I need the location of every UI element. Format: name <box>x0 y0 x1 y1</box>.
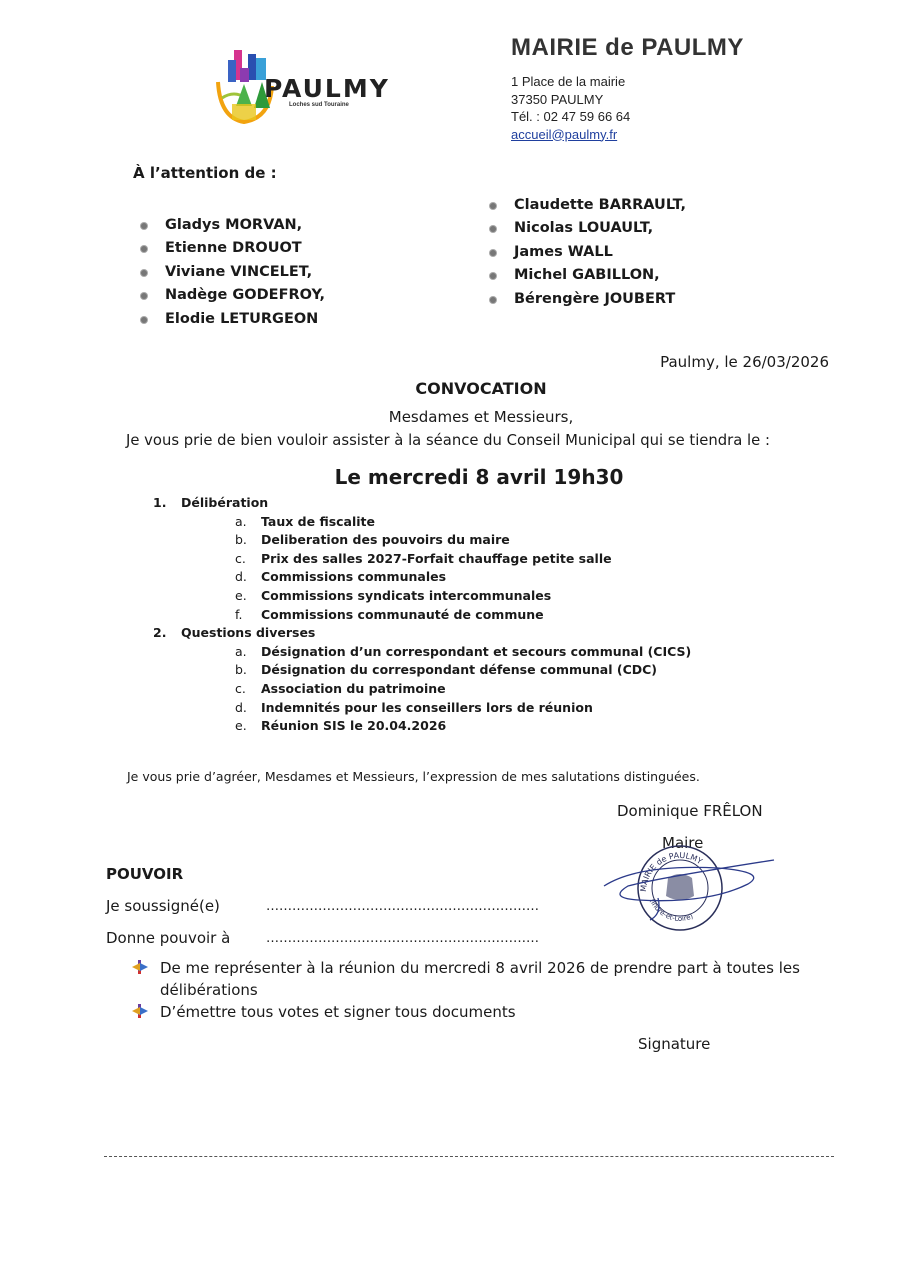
pouvoir-line1-field[interactable]: ……………………………………………………… <box>266 899 539 914</box>
agenda-number: 2. <box>153 625 167 641</box>
mayor-stamp <box>598 834 778 934</box>
agenda-item <box>153 680 753 699</box>
recipient: Viviane VINCELET, <box>137 264 325 287</box>
agenda-item <box>153 699 753 718</box>
arrow-bullet-icon <box>132 959 148 975</box>
mairie-title: MAIRIE de PAULMY <box>511 34 744 61</box>
attention-label: À l’attention de : <box>133 164 277 182</box>
recipients-right <box>486 197 686 314</box>
agenda-item-text: Association du patrimoine <box>261 680 446 696</box>
agenda-section <box>153 624 753 643</box>
recipient: Bérengère JOUBERT <box>486 291 686 314</box>
recipient: Gladys MORVAN, <box>137 217 325 240</box>
agenda-letter: d. <box>235 569 247 585</box>
recipient: James WALL <box>486 244 686 267</box>
recipient: Nicolas LOUAULT, <box>486 220 686 243</box>
agenda-item <box>153 531 753 550</box>
agenda-item-text: Prix des salles 2027-Forfait chauffage petite salle <box>261 550 612 566</box>
agenda-letter: e. <box>235 718 247 734</box>
pouvoir-item-text: De me représenter à la réunion du mercredi 8 avril 2026 de prendre part à toutes les délibérations <box>160 959 800 999</box>
agenda-item <box>153 606 753 625</box>
agenda-letter: a. <box>235 643 247 659</box>
pouvoir-item-text: D’émettre tous votes et signer tous documents <box>160 1003 516 1021</box>
agenda-item-text: Désignation d’un correspondant et secours communal (CICS) <box>261 643 692 659</box>
agenda-section-title: Questions diverses <box>181 625 316 641</box>
agenda-letter: e. <box>235 587 247 603</box>
signatory-name: Dominique FRÊLON <box>617 802 763 820</box>
logo <box>214 46 404 128</box>
agenda-section-title: Délibération <box>181 495 269 510</box>
cut-line <box>104 1156 834 1157</box>
pouvoir-items <box>132 957 812 1023</box>
closing-text: Je vous prie d’agréer, Mesdames et Messieurs, l’expression de mes salutations distinguées. <box>127 769 700 784</box>
agenda-letter: f. <box>235 606 243 622</box>
agenda-letter: b. <box>235 662 247 678</box>
intro-text: Je vous prie de bien vouloir assister à la séance du Conseil Municipal qui se tiendra le : <box>126 432 770 449</box>
agenda-letter: d. <box>235 699 247 715</box>
pouvoir-line2-label: Donne pouvoir à <box>106 929 231 947</box>
agenda-item <box>153 587 753 606</box>
salutation: Mesdames et Messieurs, <box>388 408 574 426</box>
agenda-item-text: Désignation du correspondant défense communal (CDC) <box>261 662 658 678</box>
pouvoir-line2-field[interactable]: ……………………………………………………… <box>266 931 539 946</box>
pouvoir-item <box>132 1001 812 1023</box>
agenda-item-text: Commissions communales <box>261 569 447 585</box>
agenda-item <box>153 643 753 662</box>
pouvoir-line1-label: Je soussigné(e) <box>106 897 220 915</box>
recipient: Etienne DROUOT <box>137 240 325 263</box>
email-link[interactable]: accueil@paulmy.fr <box>511 126 618 142</box>
agenda-section <box>153 494 753 513</box>
signature-label: Signature <box>638 1035 711 1053</box>
agenda-letter: a. <box>235 513 247 529</box>
agenda-item-text: Deliberation des pouvoirs du maire <box>261 532 510 548</box>
mairie-address <box>511 73 630 143</box>
agenda <box>153 494 753 736</box>
agenda-item-text: Réunion SIS le 20.04.2026 <box>261 718 447 734</box>
recipients-left <box>137 217 325 334</box>
logo-tagline: Loches sud Touraine <box>289 102 349 108</box>
agenda-item <box>153 717 753 736</box>
convocation-title: CONVOCATION <box>415 379 547 398</box>
agenda-item <box>153 568 753 587</box>
agenda-item-text: Commissions communauté de commune <box>261 606 544 622</box>
agenda-letter: c. <box>235 550 246 566</box>
agenda-item <box>153 550 753 569</box>
svg-text:(Indre-et-Loire) <box>648 898 694 923</box>
agenda-letter: b. <box>235 532 247 548</box>
phone: Tél. : 02 47 59 66 64 <box>511 109 631 124</box>
signatory-role: Maire <box>662 834 704 852</box>
address-line1: 1 Place de la mairie <box>511 74 626 89</box>
arrow-bullet-icon <box>132 1003 148 1019</box>
agenda-number: 1. <box>153 495 167 510</box>
recipient: Nadège GODEFROY, <box>137 287 325 310</box>
agenda-letter: c. <box>235 680 246 696</box>
recipient: Elodie LETURGEON <box>137 311 325 334</box>
meeting-date: Le mercredi 8 avril 19h30 <box>334 465 624 489</box>
address-line2: 37350 PAULMY <box>511 91 604 107</box>
agenda-item <box>153 661 753 680</box>
date-line: Paulmy, le 26/03/2026 <box>660 353 829 371</box>
agenda-item-text: Taux de fiscalite <box>261 513 376 529</box>
stamp-top-text: MAIRIE de PAULMY <box>638 850 704 893</box>
agenda-item-text: Indemnités pour les conseillers lors de réunion <box>261 699 593 715</box>
stamp-bottom-text: (Indre-et-Loire) <box>648 897 695 923</box>
recipient: Michel GABILLON, <box>486 267 686 290</box>
pouvoir-title: POUVOIR <box>106 865 184 883</box>
agenda-item-text: Commissions syndicats intercommunales <box>261 587 552 603</box>
agenda-item <box>153 513 753 532</box>
recipient: Claudette BARRAULT, <box>486 197 686 220</box>
pouvoir-item <box>132 957 812 1001</box>
logo-name: PAULMY <box>264 74 390 103</box>
